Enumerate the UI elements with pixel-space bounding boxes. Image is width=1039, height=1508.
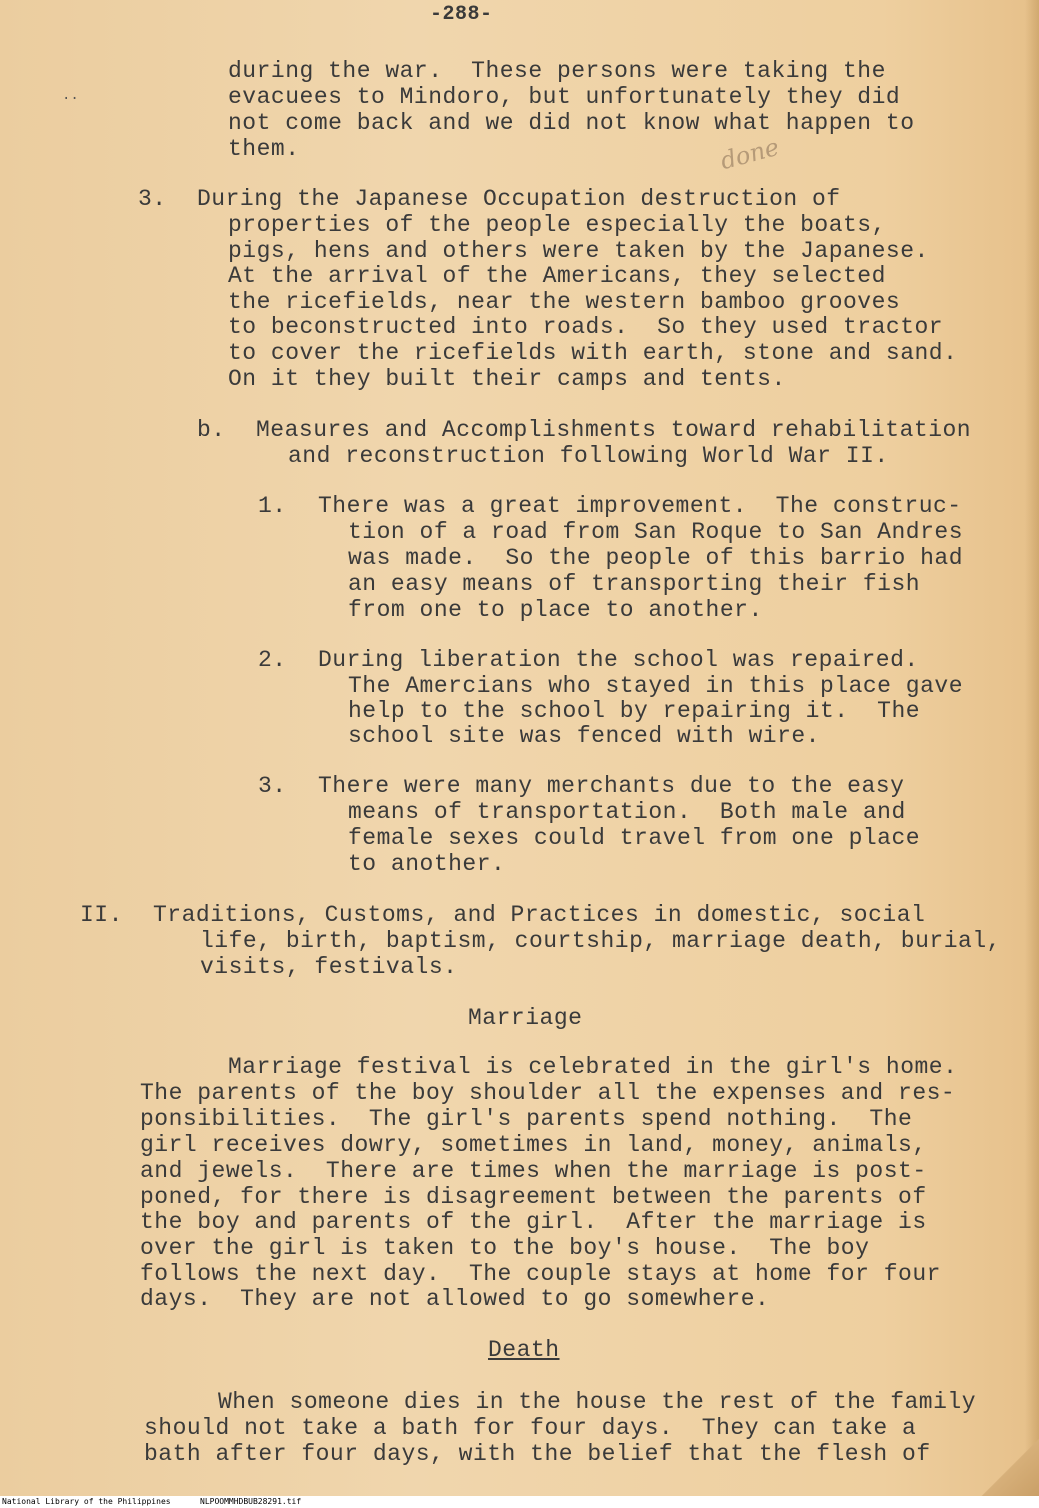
text-line: female sexes could travel from one place — [348, 825, 921, 851]
text-line: tion of a road from San Roque to San Andres — [348, 519, 963, 545]
text-line: was made. So the people of this barrio had — [348, 545, 963, 571]
list-marker: b. — [197, 417, 226, 443]
text-line: to another. — [348, 851, 506, 877]
text-line: bath after four days, with the belief that the flesh of — [144, 1441, 931, 1467]
list-marker: II. — [80, 902, 123, 928]
text-line: The Amercians who stayed in this place gave — [348, 673, 963, 699]
text-line: During liberation the school was repaired. — [318, 647, 919, 673]
text-line: an easy means of transporting their fish — [348, 571, 921, 597]
text-line: girl receives dowry, sometimes in land, money, animals, — [140, 1132, 927, 1158]
text-line: During the Japanese Occupation destruction of — [197, 186, 841, 212]
page-edge-shadow — [1025, 0, 1039, 1508]
text-line: from one to place to another. — [348, 597, 763, 623]
text-line: properties of the people especially the boats, — [228, 212, 886, 238]
text-line: Marriage festival is celebrated in the girl's home. — [228, 1054, 958, 1080]
list-marker: 1. — [258, 493, 287, 519]
list-marker: 2. — [258, 647, 287, 673]
text-line: and reconstruction following World War II. — [288, 443, 889, 469]
text-line: days. They are not allowed to go somewhere. — [140, 1286, 770, 1312]
text-line: school site was fenced with wire. — [348, 723, 820, 749]
text-line: Traditions, Customs, and Practices in domestic, social — [153, 902, 926, 928]
footer-library: National Library of the Philippines — [2, 1497, 171, 1506]
footer-filename: NLPOOMMHDBUB28291.tif — [200, 1497, 302, 1506]
text-line: follows the next day. The couple stays at home for four — [140, 1261, 941, 1287]
text-line: evacuees to Mindoro, but unfortunately they did — [228, 84, 901, 110]
text-line: Measures and Accomplishments toward rehabilitation — [256, 417, 972, 443]
text-line: On it they built their camps and tents. — [228, 366, 786, 392]
text-line: visits, festivals. — [200, 954, 458, 980]
text-line: help to the school by repairing it. The — [348, 698, 921, 724]
text-line: There were many merchants due to the easy — [318, 773, 905, 799]
list-marker: 3. — [138, 186, 167, 212]
text-line: to beconstructed into roads. So they used tractor — [228, 314, 944, 340]
text-line: ponsibilities. The girl's parents spend nothing. The — [140, 1106, 913, 1132]
page-number: -288- — [430, 3, 493, 26]
text-line: to cover the ricefields with earth, stone and sand. — [228, 340, 958, 366]
text-line: At the arrival of the Americans, they selected — [228, 263, 886, 289]
text-line: pigs, hens and others were taken by the Japanese. — [228, 238, 929, 264]
text-line: them. — [228, 136, 300, 162]
text-line: life, birth, baptism, courtship, marriage death, burial, — [200, 928, 1001, 954]
handwritten-note: done — [717, 132, 783, 176]
scan-footer — [0, 1496, 1039, 1508]
text-line: The parents of the boy shoulder all the expenses and res- — [140, 1080, 956, 1106]
text-line: should not take a bath for four days. They can take a — [144, 1415, 917, 1441]
section-heading: Marriage — [468, 1005, 583, 1031]
text-line: the ricefields, near the western bamboo grooves — [228, 289, 901, 315]
margin-dots: .. — [62, 88, 79, 104]
text-line: poned, for there is disagreement between the parents of — [140, 1184, 927, 1210]
text-line: not come back and we did not know what happen to — [228, 110, 915, 136]
text-line: There was a great improvement. The construc- — [318, 493, 962, 519]
list-marker: 3. — [258, 773, 287, 799]
text-line: When someone dies in the house the rest of the family — [218, 1389, 977, 1415]
section-heading: Death — [488, 1337, 560, 1363]
text-line: means of transportation. Both male and — [348, 799, 906, 825]
text-line: the boy and parents of the girl. After the marriage is — [140, 1209, 927, 1235]
text-line: and jewels. There are times when the marriage is post- — [140, 1158, 927, 1184]
text-line: during the war. These persons were taking the — [228, 58, 886, 84]
text-line: over the girl is taken to the boy's house. The boy — [140, 1235, 870, 1261]
